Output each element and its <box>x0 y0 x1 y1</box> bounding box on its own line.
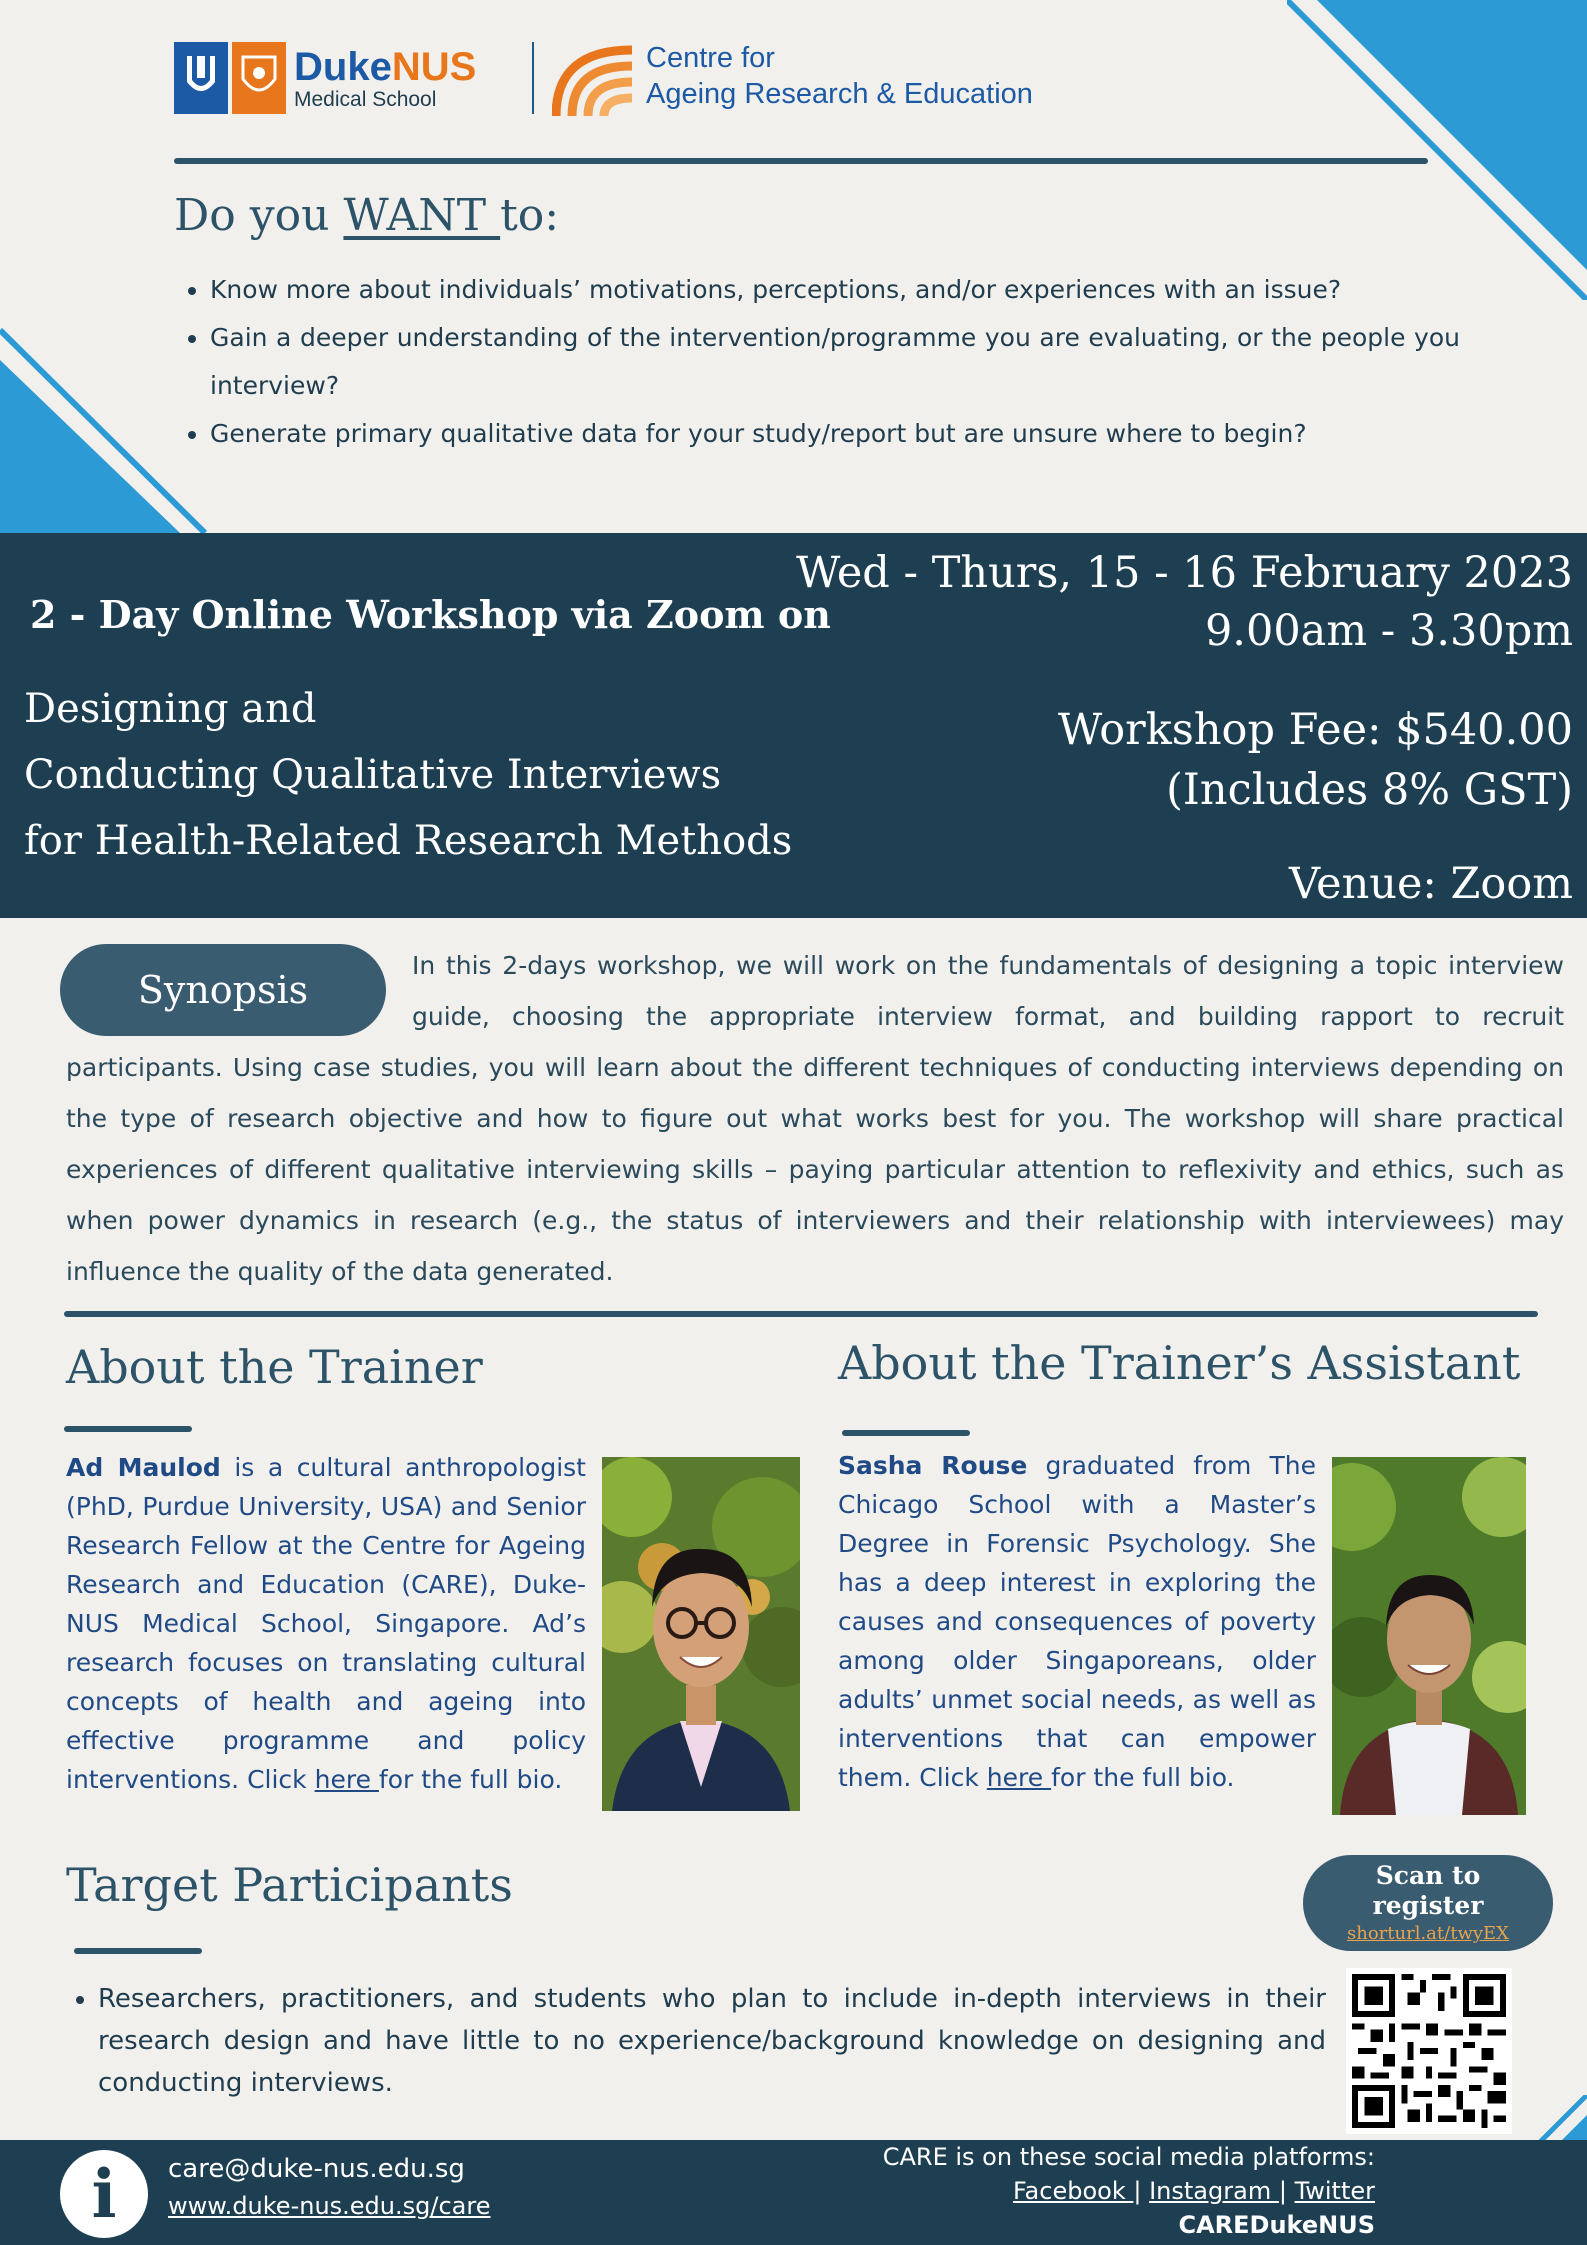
list-item: • Generate primary qualitative data for your study/report but are unsure where to begin? <box>210 410 1460 458</box>
target-list <box>68 1978 1326 2104</box>
care-logo-line-1: Centre for <box>646 42 775 74</box>
footer-social-intro: CARE is on these social media platforms: <box>882 2143 1375 2171</box>
logo-divider <box>532 42 534 114</box>
footer-website-link[interactable]: www.duke-nus.edu.sg/care <box>168 2192 491 2220</box>
assistant-heading: About the Trainer’s Assistant <box>838 1336 1521 1390</box>
workshop-fee-block <box>1058 700 1573 820</box>
synopsis-rule <box>64 1311 1538 1317</box>
trainer-name: Ad Maulod <box>66 1453 221 1482</box>
trainer-heading: About the Trainer <box>66 1340 483 1394</box>
want-heading-post: to: <box>500 190 560 241</box>
info-icon: i <box>60 2150 148 2238</box>
want-list <box>174 266 1460 458</box>
trainer-bio-end: for the full bio. <box>378 1765 563 1794</box>
workshop-format: 2 - Day Online Workshop via Zoom on <box>30 592 831 637</box>
want-heading-emphasis: WANT <box>343 190 501 241</box>
workshop-title <box>24 676 792 874</box>
target-heading-rule <box>74 1948 202 1954</box>
duke-nus-logo <box>174 42 476 114</box>
qr-code-icon <box>1352 1974 1506 2128</box>
register-label <box>1303 1855 1553 1921</box>
social-handle: CAREDukeNUS <box>1178 2211 1375 2239</box>
workshop-venue: Venue: Zoom <box>1289 859 1573 909</box>
register-line-1: Scan to <box>1375 1861 1481 1890</box>
target-heading: Target Participants <box>66 1858 513 1912</box>
corner-decoration-top-right <box>1287 0 1587 300</box>
workshop-title-line: for Health-Related Research Methods <box>24 818 793 864</box>
register-badge <box>1303 1855 1553 1951</box>
assistant-bio <box>838 1446 1316 1797</box>
header-rule <box>174 158 1428 164</box>
trainer-bio <box>66 1448 586 1799</box>
footer-email-link[interactable]: care@duke-nus.edu.sg <box>168 2154 465 2184</box>
synopsis-badge: Synopsis <box>60 944 386 1036</box>
assistant-bio-text: graduated from The Chicago School with a Master’s Degree in Forensic Psychology. She has a deep interest in exploring the causes and consequences of poverty among older Singaporeans, older adults’ unmet social needs, as well as interventions that can empower them. Click <box>838 1451 1316 1792</box>
trainer-bio-link[interactable]: here <box>314 1765 379 1794</box>
care-logo-line-2: Ageing Research & Education <box>646 78 1033 110</box>
assistant-bio-end: for the full bio. <box>1051 1763 1235 1792</box>
synopsis-text: In this 2-days workshop, we will work on the fundamentals of designing a topic interview guide, choosing the appropriate interview format, and building rapport to recruit participants. Using case studies, you will learn about the different techniques of conducting interviews depending on the type of research objective and how to figure out what works best for you. The workshop will share practical experiences of different qualitative interviewing skills – paying particular attention to reflexivity and ethics, such as when power dynamics in research (e.g., the status of interviewers and their relationship with interviewees) may influence the quality of the data generated. <box>66 951 1564 1286</box>
care-logo-text <box>646 40 1033 112</box>
footer-social-links <box>883 2174 1375 2208</box>
assistant-bio-link[interactable]: here <box>986 1763 1052 1792</box>
duke-logo-subtitle: Medical School <box>294 87 437 111</box>
workshop-title-line: Conducting Qualitative Interviews <box>24 752 722 798</box>
workshop-schedule <box>796 544 1573 660</box>
care-logo-icon <box>552 42 636 118</box>
register-qr-code[interactable] <box>1346 1968 1512 2134</box>
link-separator: | <box>1133 2177 1142 2205</box>
list-item: • Researchers, practitioners, and students who plan to include in-depth interviews in their research design and have little to no experience/background knowledge on designing and conducting interviews. <box>98 1978 1326 2104</box>
assistant-photo <box>1332 1457 1526 1815</box>
workshop-date: Wed - Thurs, 15 - 16 February 2023 <box>796 548 1573 598</box>
nus-crest-icon <box>232 42 286 114</box>
register-url[interactable]: shorturl.at/twyEX <box>1347 1923 1509 1944</box>
twitter-link[interactable]: Twitter <box>1294 2177 1375 2205</box>
register-line-2: register <box>1372 1891 1484 1920</box>
workshop-fee: Workshop Fee: $540.00 <box>1058 705 1573 755</box>
facebook-link[interactable]: Facebook <box>1012 2177 1134 2205</box>
assistant-name: Sasha Rouse <box>838 1451 1028 1480</box>
footer-social <box>883 2140 1375 2242</box>
duke-shield-icon <box>174 42 228 114</box>
want-heading-pre: Do you <box>174 190 344 241</box>
trainer-photo <box>602 1457 800 1811</box>
trainer-heading-rule <box>64 1426 192 1432</box>
want-heading <box>174 190 559 241</box>
workshop-time: 9.00am - 3.30pm <box>1204 606 1573 656</box>
assistant-heading-rule <box>842 1430 970 1436</box>
workshop-fee-note: (Includes 8% GST) <box>1166 765 1573 815</box>
instagram-link[interactable]: Instagram <box>1149 2177 1279 2205</box>
workshop-title-line: Designing and <box>24 686 317 732</box>
list-item: • Gain a deeper understanding of the intervention/programme you are evaluating, or the people you interview? <box>210 314 1460 410</box>
duke-logo-word: Duke <box>294 44 392 89</box>
link-separator: | <box>1278 2177 1287 2205</box>
nus-logo-word: NUS <box>391 44 477 89</box>
list-item: • Know more about individuals’ motivations, perceptions, and/or experiences with an issue? <box>210 266 1460 314</box>
trainer-bio-text: is a cultural anthropologist (PhD, Purdue University, USA) and Senior Research Fellow at the Centre for Ageing Research and Education (CARE), Duke-NUS Medical School, Singapore. Ad’s research focuses on translating cultural concepts of health and ageing into effective programme and policy interventions. Click <box>66 1453 586 1794</box>
